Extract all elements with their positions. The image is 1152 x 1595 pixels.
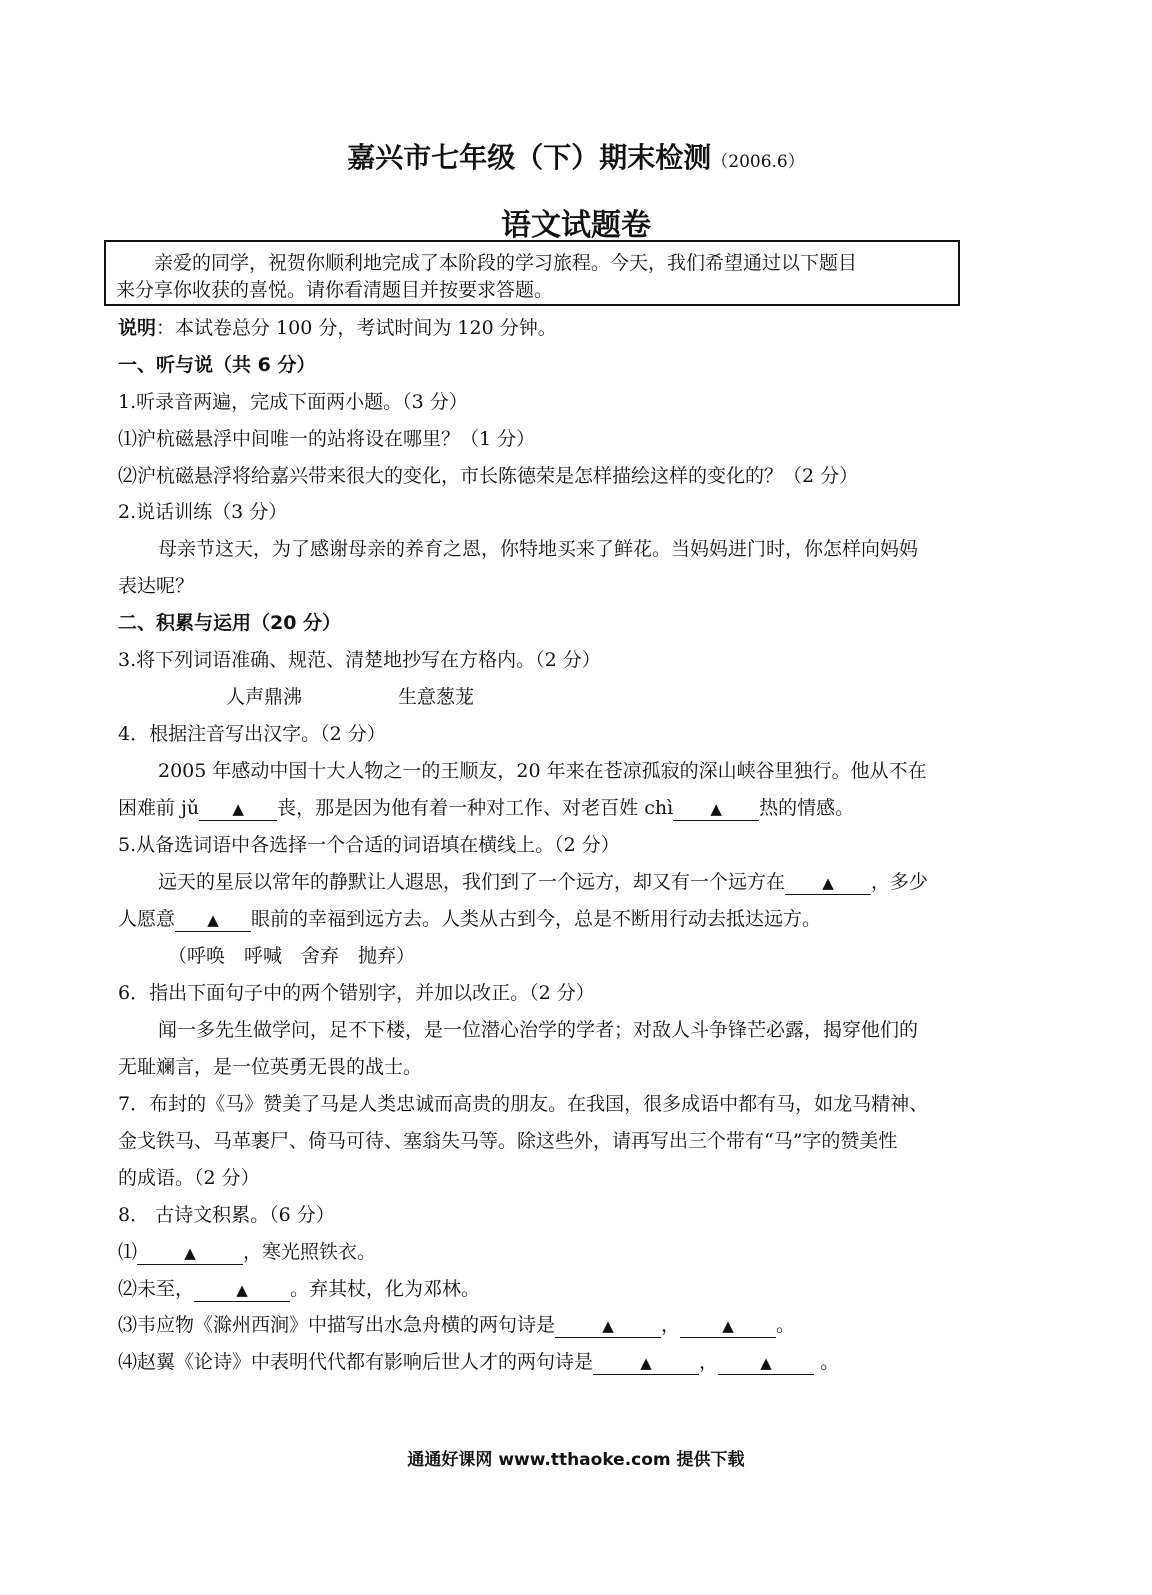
exam-date: （2006.6）: [711, 152, 805, 172]
q4-text-a: 困难前 jǔ: [118, 797, 200, 819]
q8-part3-suffix: 。: [776, 1314, 796, 1336]
q1-part1: ⑴沪杭磁悬浮中间唯一的站将设在哪里？（1 分）: [118, 428, 536, 450]
q7-text-line3: 的成语。（2 分）: [118, 1167, 260, 1189]
instructions-label: 说明: [118, 317, 157, 339]
footer-source: 通通好课网 www.tthaoke.com 提供下载: [407, 1450, 745, 1470]
q8-part3: [118, 1313, 795, 1338]
q8-part3-prefix: ⑶韦应物《滁州西涧》中描写出水急舟横的两句诗是: [118, 1314, 556, 1336]
q8-part1-prefix: ⑴: [118, 1241, 138, 1263]
instructions-text: ：本试卷总分 100 分，考试时间为 120 分钟。: [156, 317, 557, 339]
q6-stem: 6．指出下面句子中的两个错别字，并加以改正。（2 分）: [118, 982, 595, 1004]
q5-text-2b: 眼前的幸福到远方去。人类从古到今，总是不断用行动去抵达远方。: [251, 908, 822, 930]
answer-blank-q8-2[interactable]: ▲: [194, 1279, 290, 1302]
q3-word1: 人声鼎沸: [226, 686, 303, 708]
q6-text-line2: 无耻斓言，是一位英勇无畏的战士。: [118, 1056, 423, 1078]
q5-text-line2: [118, 907, 821, 932]
q8-part3-mid: ，: [661, 1314, 681, 1336]
answer-blank-q8-3b[interactable]: ▲: [680, 1315, 776, 1338]
answer-blank-q8-4a[interactable]: ▲: [593, 1352, 699, 1375]
q2-stem: 2.说话训练（3 分）: [118, 501, 288, 523]
q8-stem: 8． 古诗文积累。（6 分）: [118, 1204, 335, 1226]
q6-text-line1: 闻一多先生做学问，足不下楼，是一位潜心治学的学者；对敌人斗争锋芒必露，揭穿他们的: [158, 1019, 919, 1041]
q2-text-line2: 表达呢？: [118, 575, 195, 597]
q5-text-line1: [158, 870, 928, 895]
greeting-line-2: 来分享你收获的喜悦。请你看清题目并按要求答题。: [116, 279, 554, 301]
q2-text-line1: 母亲节这天，为了感谢母亲的养育之恩，你特地买来了鲜花。当妈妈进门时，你怎样向妈妈: [158, 538, 919, 560]
q5-text-1b: ，多少: [871, 871, 929, 893]
exam-subtitle: 语文试题卷: [501, 208, 651, 243]
q8-part1: [118, 1240, 376, 1265]
q8-part4-suffix: 。: [814, 1351, 840, 1373]
answer-blank-q5-1[interactable]: ▲: [785, 872, 871, 895]
q7-text-line1: 7．布封的《马》赞美了马是人类忠诚而高贵的朋友。在我国，很多成语中都有马，如龙马精神、: [118, 1093, 929, 1115]
greeting-box: [104, 240, 960, 306]
q7-text-line2: 金戈铁马、马革裹尸、倚马可待、塞翁失马等。除这些外，请再写出三个带有“马”字的赞美性: [118, 1130, 898, 1152]
answer-blank-q4-1[interactable]: ▲: [199, 798, 277, 821]
answer-blank-q5-2[interactable]: ▲: [175, 909, 251, 932]
q8-part4-mid: ，: [699, 1351, 719, 1373]
q1-stem: 1.听录音两遍，完成下面两小题。（3 分）: [118, 391, 468, 413]
q5-stem: 5.从备选词语中各选择一个合适的词语填在横线上。（2 分）: [118, 834, 620, 856]
greeting-line-1: 亲爱的同学，祝贺你顺利地完成了本阶段的学习旅程。今天，我们希望通过以下题目: [154, 252, 858, 274]
q5-text-1a: 远天的星辰以常年的静默让人遐思，我们到了一个远方，却又有一个远方在: [158, 871, 786, 893]
q4-text-c: 热的情感。: [759, 797, 855, 819]
answer-blank-q8-4b[interactable]: ▲: [718, 1352, 814, 1375]
q8-part2: [118, 1277, 480, 1302]
q8-part1-suffix: ，寒光照铁衣。: [243, 1241, 377, 1263]
section1-heading: 一、听与说（共 6 分）: [118, 354, 316, 376]
q4-text-line2: [118, 796, 854, 821]
q8-part2-suffix: 。弃其杖，化为邓林。: [290, 1278, 481, 1300]
q4-text-line1: 2005 年感动中国十大人物之一的王顺友，20 年来在苍凉孤寂的深山峡谷里独行。他从不在: [158, 760, 927, 782]
q3-stem: 3.将下列词语准确、规范、清楚地抄写在方格内。（2 分）: [118, 649, 601, 671]
q4-text-b: 丧，那是因为他有着一种对工作、对老百姓 chì: [277, 797, 674, 819]
exam-title-text: 嘉兴市七年级（下）期末检测: [347, 141, 712, 174]
q5-text-2a: 人愿意: [118, 908, 176, 930]
q5-options: （呼唤 呼喊 舍弃 抛弃）: [168, 945, 416, 967]
q3-word2: 生意葱茏: [398, 686, 475, 708]
q8-part4: [118, 1350, 839, 1375]
q8-part4-prefix: ⑷赵翼《论诗》中表明代代都有影响后世人才的两句诗是: [118, 1351, 594, 1373]
answer-blank-q4-2[interactable]: ▲: [673, 798, 759, 821]
exam-title: [0, 136, 1152, 176]
answer-blank-q8-1[interactable]: ▲: [137, 1242, 243, 1265]
instructions: [118, 316, 557, 340]
section2-heading: 二、积累与运用（20 分）: [118, 612, 342, 634]
answer-blank-q8-3a[interactable]: ▲: [555, 1315, 661, 1338]
q4-stem: 4．根据注音写出汉字。（2 分）: [118, 723, 386, 745]
q8-part2-prefix: ⑵未至，: [118, 1278, 195, 1300]
q1-part2: ⑵沪杭磁悬浮将给嘉兴带来很大的变化，市长陈德荣是怎样描绘这样的变化的？（2 分）: [118, 465, 859, 487]
